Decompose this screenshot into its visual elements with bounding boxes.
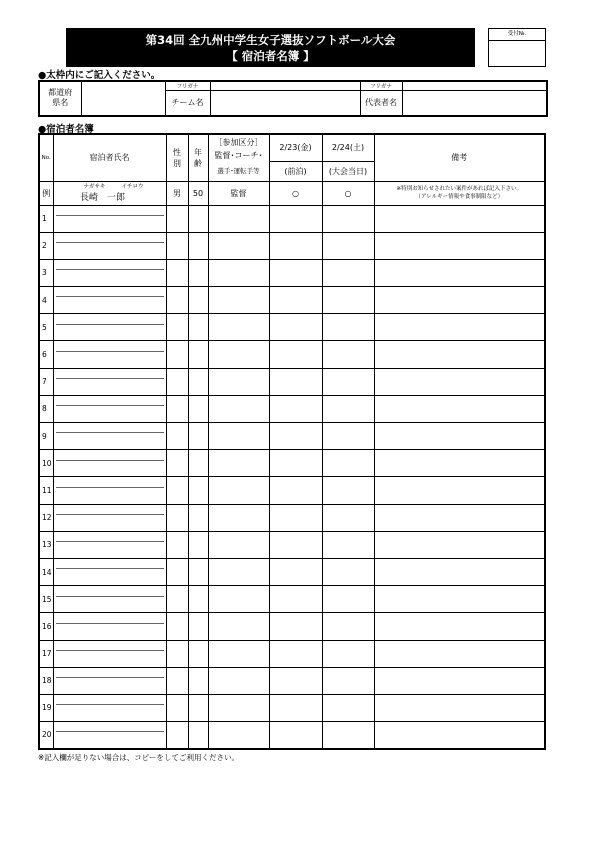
- category-field[interactable]: [208, 640, 269, 667]
- row-number: 14: [39, 558, 53, 585]
- sex-field[interactable]: [166, 423, 188, 450]
- furigana-divider: [56, 242, 164, 243]
- example-furigana-family: ナガサキ: [83, 183, 106, 190]
- sex-field[interactable]: [166, 477, 188, 504]
- guest-row: [39, 259, 545, 286]
- category-field[interactable]: [208, 613, 269, 640]
- name-field[interactable]: [53, 504, 166, 531]
- furigana-divider: [56, 351, 164, 352]
- example-date2: ○: [322, 181, 374, 205]
- example-remarks-line-2: （アレルギー情報や食事制限など）: [415, 194, 504, 200]
- category-field[interactable]: [208, 259, 269, 286]
- name-field[interactable]: [53, 586, 166, 613]
- date1-field[interactable]: [269, 341, 322, 368]
- category-field[interactable]: [208, 504, 269, 531]
- date2-field[interactable]: [322, 368, 374, 395]
- guest-row: [39, 341, 545, 368]
- name-field[interactable]: [53, 341, 166, 368]
- remarks-field[interactable]: [374, 395, 545, 422]
- age-field[interactable]: [188, 667, 208, 694]
- age-field[interactable]: [188, 531, 208, 558]
- category-field[interactable]: [208, 586, 269, 613]
- row-number: 16: [39, 613, 53, 640]
- guest-row: [39, 205, 545, 232]
- row-number: 2: [39, 232, 53, 259]
- sex-field[interactable]: [166, 205, 188, 232]
- prefecture-field[interactable]: [81, 81, 165, 116]
- sex-field[interactable]: [166, 694, 188, 721]
- date2-field[interactable]: [322, 667, 374, 694]
- category-field[interactable]: [208, 694, 269, 721]
- guest-row: [39, 232, 545, 259]
- date1-field[interactable]: [269, 531, 322, 558]
- title-line-2: 【 宿泊者名簿 】: [226, 49, 315, 63]
- team-name-field[interactable]: [210, 91, 360, 116]
- category-field[interactable]: [208, 314, 269, 341]
- sex-field[interactable]: [166, 613, 188, 640]
- col-header-date1: 2/23(金): [269, 134, 322, 161]
- furigana-divider: [56, 650, 164, 651]
- example-label: 例: [39, 181, 53, 205]
- furigana-divider: [56, 541, 164, 542]
- sex-field[interactable]: [166, 667, 188, 694]
- age-field[interactable]: [188, 613, 208, 640]
- guest-list-table: [38, 133, 546, 750]
- name-field[interactable]: [53, 287, 166, 314]
- date1-field[interactable]: [269, 613, 322, 640]
- furigana-divider: [56, 269, 164, 270]
- date1-field[interactable]: [269, 694, 322, 721]
- section-heading-guest-list: ●宿泊者名簿: [38, 124, 94, 135]
- remarks-field[interactable]: [374, 504, 545, 531]
- col-header-date2-sub: (大会当日): [322, 161, 374, 181]
- receipt-number-box: [488, 28, 546, 67]
- date2-field[interactable]: [322, 640, 374, 667]
- date2-field[interactable]: [322, 205, 374, 232]
- sex-field[interactable]: [166, 395, 188, 422]
- sex-field[interactable]: [166, 504, 188, 531]
- name-field[interactable]: [53, 314, 166, 341]
- row-number: 4: [39, 287, 53, 314]
- date2-field[interactable]: [322, 395, 374, 422]
- name-field[interactable]: [53, 232, 166, 259]
- date2-field[interactable]: [322, 613, 374, 640]
- age-field[interactable]: [188, 450, 208, 477]
- remarks-field[interactable]: [374, 694, 545, 721]
- col-header-date2: 2/24(土): [322, 134, 374, 161]
- date2-field[interactable]: [322, 558, 374, 585]
- furigana-divider: [56, 378, 164, 379]
- col-header-remarks: 備考: [374, 134, 545, 181]
- date2-field[interactable]: [322, 586, 374, 613]
- guest-row: [39, 586, 545, 613]
- guest-row: [39, 504, 545, 531]
- name-field[interactable]: [53, 694, 166, 721]
- row-number: 3: [39, 259, 53, 286]
- row-number: 20: [39, 722, 53, 749]
- remarks-field[interactable]: [374, 205, 545, 232]
- guest-row: [39, 368, 545, 395]
- row-number: 11: [39, 477, 53, 504]
- date2-field[interactable]: [322, 504, 374, 531]
- footer-note: ※記入欄が足りない場合は、コピーをしてご利用ください。: [38, 753, 239, 762]
- age-field[interactable]: [188, 287, 208, 314]
- guest-row: [39, 613, 545, 640]
- guest-row: [39, 667, 545, 694]
- furigana-divider: [56, 432, 164, 433]
- receipt-label: 受付№.: [489, 29, 545, 41]
- team-name-label: チーム名: [165, 91, 210, 116]
- name-field[interactable]: [53, 613, 166, 640]
- guest-rows: [39, 205, 545, 749]
- category-field[interactable]: [208, 232, 269, 259]
- example-name: 長崎 一郎: [79, 192, 125, 203]
- name-field[interactable]: [53, 423, 166, 450]
- date2-field[interactable]: [322, 477, 374, 504]
- date2-field[interactable]: [322, 694, 374, 721]
- furigana-divider: [56, 514, 164, 515]
- date1-field[interactable]: [269, 287, 322, 314]
- furigana-divider: [56, 460, 164, 461]
- remarks-field[interactable]: [374, 667, 545, 694]
- example-remarks: [374, 181, 545, 205]
- guest-row: [39, 722, 545, 749]
- sex-field[interactable]: [166, 640, 188, 667]
- sex-field[interactable]: [166, 368, 188, 395]
- row-number: 13: [39, 531, 53, 558]
- name-field[interactable]: [53, 531, 166, 558]
- date1-field[interactable]: [269, 259, 322, 286]
- sex-field[interactable]: [166, 531, 188, 558]
- remarks-field[interactable]: [374, 558, 545, 585]
- category-field[interactable]: [208, 205, 269, 232]
- row-number: 6: [39, 341, 53, 368]
- age-field[interactable]: [188, 722, 208, 749]
- name-field[interactable]: [53, 259, 166, 286]
- furigana-divider: [56, 568, 164, 569]
- age-field[interactable]: [188, 423, 208, 450]
- age-field[interactable]: [188, 205, 208, 232]
- furigana-divider: [56, 596, 164, 597]
- team-furigana-label: フリガナ: [165, 81, 210, 91]
- furigana-divider: [56, 215, 164, 216]
- guest-row: [39, 477, 545, 504]
- date2-field[interactable]: [322, 531, 374, 558]
- furigana-divider: [56, 487, 164, 488]
- name-field[interactable]: [53, 558, 166, 585]
- age-field[interactable]: [188, 314, 208, 341]
- date2-field[interactable]: [322, 722, 374, 749]
- date1-field[interactable]: [269, 395, 322, 422]
- row-number: 18: [39, 667, 53, 694]
- age-field[interactable]: [188, 368, 208, 395]
- example-name-cell: [53, 181, 166, 205]
- sex-field[interactable]: [166, 586, 188, 613]
- date1-field[interactable]: [269, 368, 322, 395]
- row-number: 5: [39, 314, 53, 341]
- example-remarks-line-1: ※特別お知らせされたい案件があれば記入下さい。: [396, 186, 522, 192]
- date1-field[interactable]: [269, 232, 322, 259]
- remarks-field[interactable]: [374, 450, 545, 477]
- furigana-divider: [56, 677, 164, 678]
- date2-field[interactable]: [322, 423, 374, 450]
- remarks-field[interactable]: [374, 314, 545, 341]
- date1-field[interactable]: [269, 314, 322, 341]
- example-row: [39, 181, 545, 205]
- age-field[interactable]: [188, 341, 208, 368]
- category-field[interactable]: [208, 722, 269, 749]
- prefecture-label: 都道府 県名: [39, 81, 81, 116]
- row-number: 8: [39, 395, 53, 422]
- guest-row: [39, 640, 545, 667]
- row-number: 1: [39, 205, 53, 232]
- age-field[interactable]: [188, 640, 208, 667]
- sex-field[interactable]: [166, 287, 188, 314]
- age-field[interactable]: [188, 504, 208, 531]
- guest-row: [39, 531, 545, 558]
- sex-field[interactable]: [166, 341, 188, 368]
- furigana-divider: [56, 405, 164, 406]
- row-number: 9: [39, 423, 53, 450]
- date1-field[interactable]: [269, 558, 322, 585]
- name-field[interactable]: [53, 368, 166, 395]
- age-field[interactable]: [188, 558, 208, 585]
- example-furigana-given: イチロウ: [121, 183, 144, 190]
- example-category: 監督: [208, 181, 269, 205]
- remarks-field[interactable]: [374, 259, 545, 286]
- rep-furigana-field[interactable]: [402, 81, 547, 91]
- date2-field[interactable]: [322, 232, 374, 259]
- section-heading-fill-in: ●太枠内にご記入ください。: [38, 70, 161, 81]
- category-field[interactable]: [208, 667, 269, 694]
- guest-row: [39, 287, 545, 314]
- representative-field[interactable]: [402, 91, 547, 116]
- col-header-category-bottom: 選手･運転手等: [208, 161, 269, 181]
- furigana-divider: [56, 296, 164, 297]
- example-date1: ○: [269, 181, 322, 205]
- col-header-date1-sub: (前泊): [269, 161, 322, 181]
- age-field[interactable]: [188, 586, 208, 613]
- date1-field[interactable]: [269, 586, 322, 613]
- name-field[interactable]: [53, 205, 166, 232]
- date1-field[interactable]: [269, 423, 322, 450]
- age-field[interactable]: [188, 259, 208, 286]
- col-header-category-top: ［参加区分］: [208, 134, 269, 150]
- category-field[interactable]: [208, 477, 269, 504]
- remarks-field[interactable]: [374, 722, 545, 749]
- remarks-field[interactable]: [374, 368, 545, 395]
- sex-field[interactable]: [166, 722, 188, 749]
- remarks-field[interactable]: [374, 613, 545, 640]
- representative-label: 代表者名: [360, 91, 402, 116]
- category-field[interactable]: [208, 287, 269, 314]
- age-field[interactable]: [188, 232, 208, 259]
- sex-field[interactable]: [166, 314, 188, 341]
- row-number: 17: [39, 640, 53, 667]
- category-field[interactable]: [208, 395, 269, 422]
- furigana-divider: [56, 623, 164, 624]
- name-field[interactable]: [53, 395, 166, 422]
- name-field[interactable]: [53, 722, 166, 749]
- date1-field[interactable]: [269, 722, 322, 749]
- age-field[interactable]: [188, 395, 208, 422]
- date2-field[interactable]: [322, 341, 374, 368]
- age-field[interactable]: [188, 477, 208, 504]
- row-number: 12: [39, 504, 53, 531]
- sex-field[interactable]: [166, 259, 188, 286]
- title-line-1: 第34回 全九州中学生女子選抜ソフトボール大会: [145, 33, 396, 47]
- date1-field[interactable]: [269, 667, 322, 694]
- date1-field[interactable]: [269, 477, 322, 504]
- category-field[interactable]: [208, 531, 269, 558]
- date2-field[interactable]: [322, 287, 374, 314]
- example-sex: 男: [166, 181, 188, 205]
- row-number: 15: [39, 586, 53, 613]
- date1-field[interactable]: [269, 504, 322, 531]
- remarks-field[interactable]: [374, 640, 545, 667]
- col-header-sex: 性 別: [166, 134, 188, 181]
- guest-row: [39, 558, 545, 585]
- furigana-divider: [56, 704, 164, 705]
- remarks-field[interactable]: [374, 341, 545, 368]
- date2-field[interactable]: [322, 450, 374, 477]
- name-field[interactable]: [53, 450, 166, 477]
- team-furigana-field[interactable]: [210, 81, 360, 91]
- col-header-no: No.: [39, 134, 53, 181]
- remarks-field[interactable]: [374, 586, 545, 613]
- guest-row: [39, 423, 545, 450]
- sex-field[interactable]: [166, 450, 188, 477]
- guest-row: [39, 395, 545, 422]
- guest-row: [39, 314, 545, 341]
- date2-field[interactable]: [322, 314, 374, 341]
- category-field[interactable]: [208, 341, 269, 368]
- furigana-divider: [56, 731, 164, 732]
- row-number: 19: [39, 694, 53, 721]
- name-field[interactable]: [53, 667, 166, 694]
- sex-field[interactable]: [166, 232, 188, 259]
- remarks-field[interactable]: [374, 423, 545, 450]
- date1-field[interactable]: [269, 450, 322, 477]
- guest-row: [39, 450, 545, 477]
- age-field[interactable]: [188, 694, 208, 721]
- date1-field[interactable]: [269, 205, 322, 232]
- furigana-divider: [56, 324, 164, 325]
- remarks-field[interactable]: [374, 287, 545, 314]
- sex-field[interactable]: [166, 558, 188, 585]
- col-header-age: 年 齢: [188, 134, 208, 181]
- category-field[interactable]: [208, 423, 269, 450]
- team-info-table: [38, 80, 548, 117]
- row-number: 10: [39, 450, 53, 477]
- date1-field[interactable]: [269, 640, 322, 667]
- category-field[interactable]: [208, 450, 269, 477]
- col-header-category-mid: 監督･コーチ･: [208, 150, 269, 161]
- example-age: 50: [188, 181, 208, 205]
- remarks-field[interactable]: [374, 477, 545, 504]
- col-header-name: 宿泊者氏名: [53, 134, 166, 181]
- rep-furigana-label: フリガナ: [360, 81, 402, 91]
- guest-row: [39, 694, 545, 721]
- date2-field[interactable]: [322, 259, 374, 286]
- row-number: 7: [39, 368, 53, 395]
- remarks-field[interactable]: [374, 232, 545, 259]
- remarks-field[interactable]: [374, 531, 545, 558]
- name-field[interactable]: [53, 477, 166, 504]
- form-title: [66, 28, 475, 67]
- name-field[interactable]: [53, 640, 166, 667]
- category-field[interactable]: [208, 368, 269, 395]
- category-field[interactable]: [208, 558, 269, 585]
